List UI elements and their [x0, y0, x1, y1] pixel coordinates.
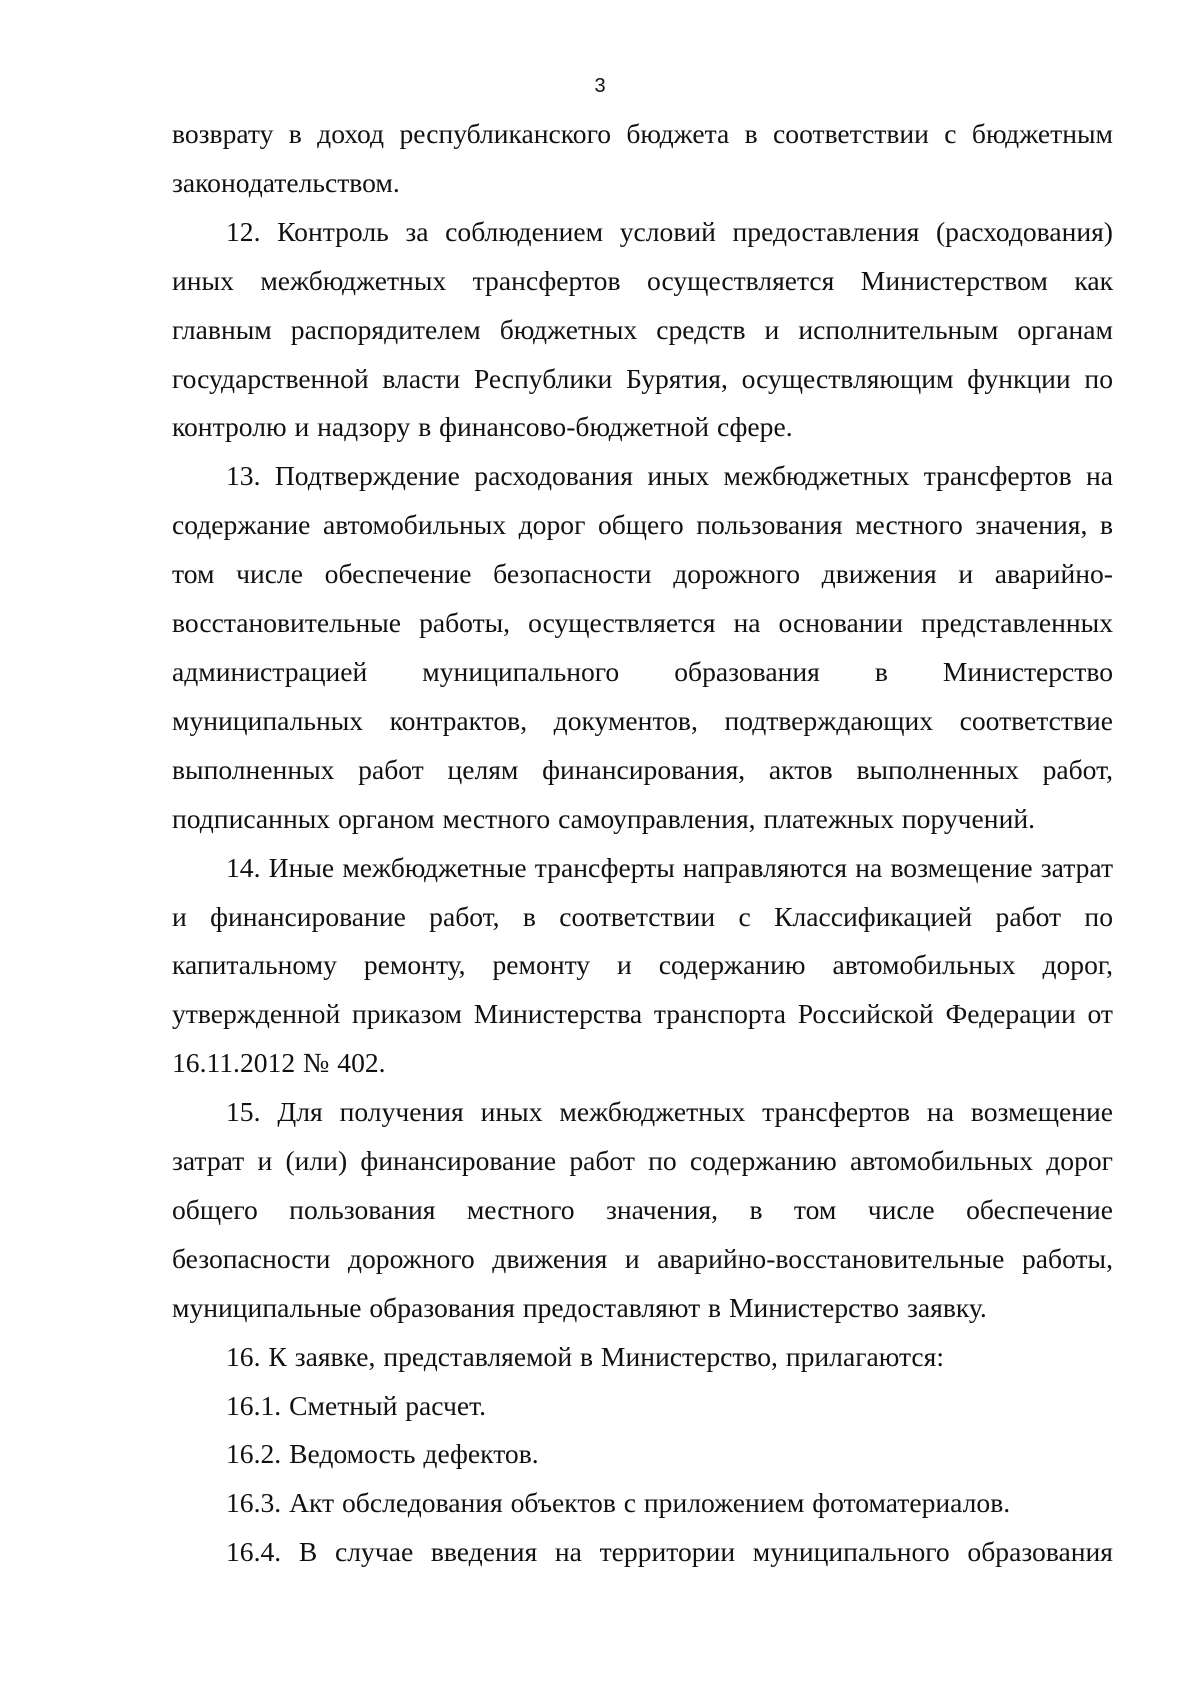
document-body — [172, 110, 1113, 1577]
paragraph-16-1: 16.1. Сметный расчет. — [226, 1389, 486, 1421]
paragraph-12: 12. Контроль за соблюдением условий предоставления (расходования) иных межбюджетных трансфертов осуществляется Министерством как главным распорядителем бюджетных средств и исполнительным органам государственной власти Республики Бурятия, осуществляющим функции по контролю и надзору в финансово-бюджетной сфере. — [172, 215, 1113, 443]
paragraph-13: 13. Подтверждение расходования иных межбюджетных трансфертов на содержание автомобильных дорог общего пользования местного значения, в том числе обеспечение безопасности дорожного движения и аварийно-восстановительные работы, осуществляется на основании представленных администрацией муниципального образования в Министерство муниципальных контрактов, документов, подтверждающих соответствие выполненных работ целям финансирования, актов выполненных работ, подписанных органом местного самоуправления, платежных поручений. — [172, 460, 1113, 834]
page-number: 3 — [594, 75, 606, 97]
paragraph-16: 16. К заявке, представляемой в Министерство, прилагаются: — [226, 1340, 945, 1372]
paragraph-14: 14. Иные межбюджетные трансферты направляются на возмещение затрат и финансирование работ, в соответствии с Классификацией работ по капитальному ремонту, ремонту и содержанию автомобильных дорог, утвержденной приказом Министерства транспорта Российской Федерации от 16.11.2012 № 402. — [172, 851, 1113, 1079]
paragraph-16-2: 16.2. Ведомость дефектов. — [226, 1438, 539, 1470]
paragraph-continuation: возврату в доход республиканского бюджета в соответствии с бюджетным законодательством. — [172, 118, 1113, 198]
paragraph-16-4: 16.4. В случае введения на территории муниципального образования — [226, 1536, 1113, 1568]
paragraph-15: 15. Для получения иных межбюджетных трансфертов на возмещение затрат и (или) финансирование работ по содержанию автомобильных дорог общего пользования местного значения, в том числе обеспечение безопасности дорожного движения и аварийно-восстановительные работы, муниципальные образования предоставляют в Министерство заявку. — [172, 1096, 1113, 1323]
paragraph-16-3: 16.3. Акт обследования объектов с приложением фотоматериалов. — [226, 1487, 1011, 1519]
